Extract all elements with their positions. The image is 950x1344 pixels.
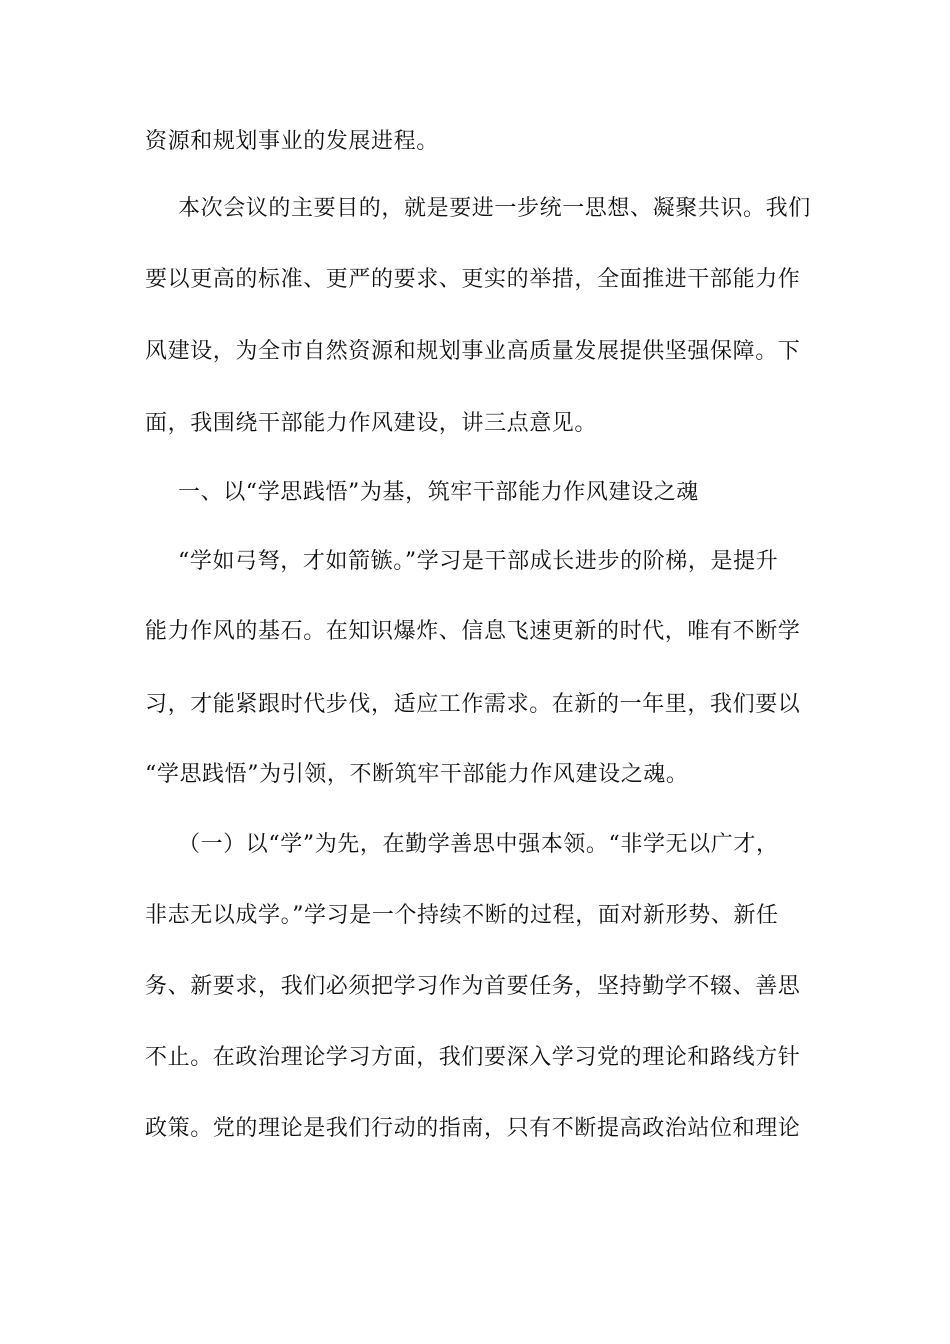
- paragraph-start-line: 本次会议的主要目的，就是要进一步统一思想、凝聚共识。我们: [178, 196, 811, 221]
- text-line: “学思践悟”为引领，不断筑牢干部能力作风建设之魂。: [145, 762, 689, 787]
- paragraph-start-line: “学如弓弩，才如箭镞。”学习是干部成长进步的阶梯，是提升: [178, 549, 779, 574]
- text-line: 面，我围绕干部能力作风建设，讲三点意见。: [145, 411, 598, 436]
- subsection-heading-line: （一）以“学”为先，在勤学善思中强本领。“非学无以广才，: [178, 832, 779, 857]
- text-line: 习，才能紧跟时代步伐，适应工作需求。在新的一年里，我们要以: [145, 692, 801, 717]
- text-line: 非志无以成学。”学习是一个持续不断的过程，面对新形势、新任: [145, 903, 779, 928]
- text-line: 能力作风的基石。在知识爆炸、信息飞速更新的时代，唯有不断学: [145, 619, 801, 644]
- text-line: 务、新要求，我们必须把学习作为首要任务，坚持勤学不辍、善思: [145, 974, 801, 999]
- text-line: 要以更高的标准、更严的要求、更实的举措，全面推进干部能力作: [145, 267, 801, 292]
- text-line: 政策。党的理论是我们行动的指南，只有不断提高政治站位和理论: [145, 1116, 801, 1141]
- text-line: 不止。在政治理论学习方面，我们要深入学习党的理论和路线方针: [145, 1045, 801, 1070]
- text-line: 资源和规划事业的发展进程。: [145, 129, 439, 154]
- section-heading: 一、以“学思践悟”为基，筑牢干部能力作风建设之魂: [178, 480, 699, 505]
- text-line: 风建设，为全市自然资源和规划事业高质量发展提供坚强保障。下: [145, 339, 801, 364]
